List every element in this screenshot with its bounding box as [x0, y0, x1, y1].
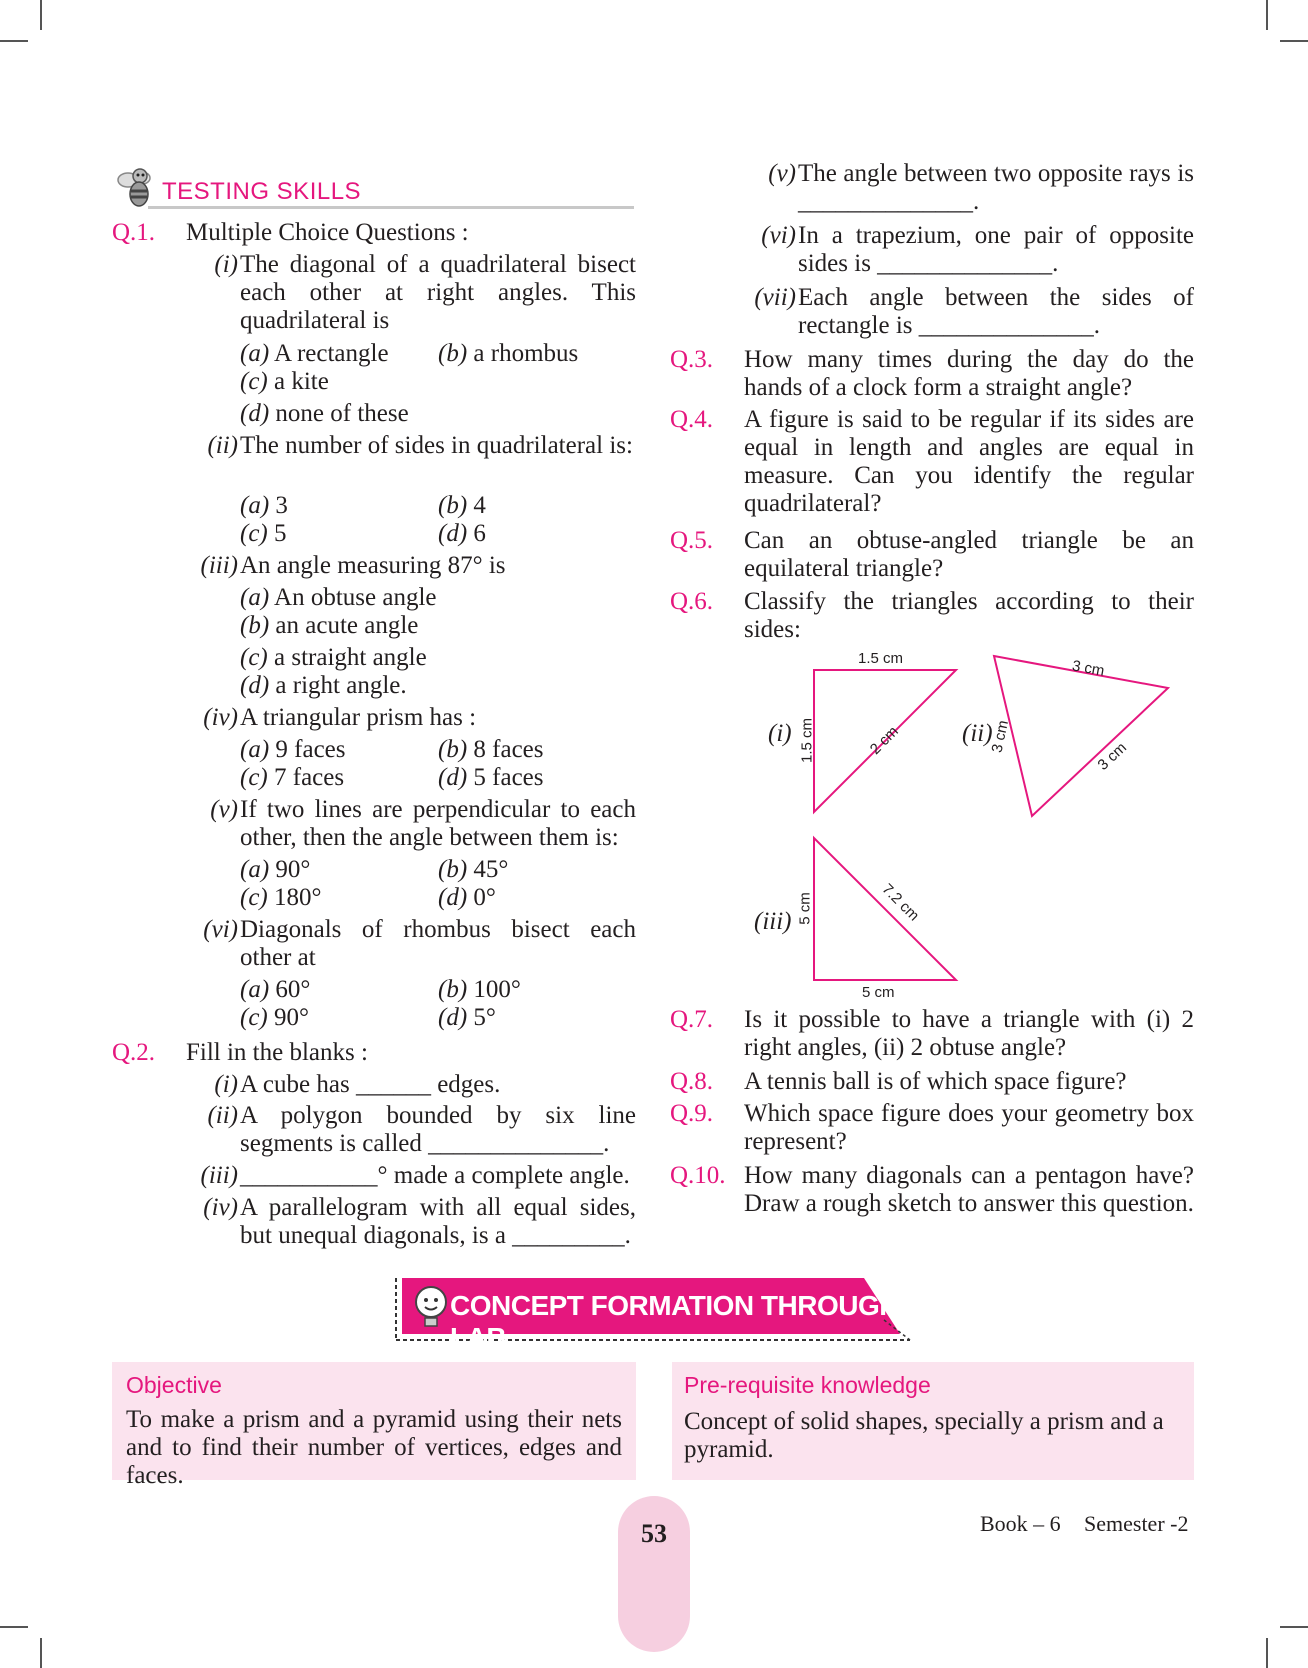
triangle-ii-top-label: 3 cm: [1070, 657, 1106, 680]
q1-i-option-d: (d) none of these: [240, 400, 409, 427]
q1-number: Q.1.: [112, 219, 156, 246]
q6-text: Classify the triangles according to their sides:: [744, 588, 1194, 643]
q2-number: Q.2.: [112, 1039, 156, 1066]
q1-ii-number: (ii): [207, 432, 238, 459]
q2-i-number: (i): [214, 1071, 238, 1098]
crop-mark: [40, 1638, 42, 1668]
q1-title: Multiple Choice Questions :: [186, 219, 469, 246]
q1-ii-option-b: (b) 4: [438, 492, 486, 519]
q5-text: Can an obtuse-angled triangle be an equilateral triangle?: [744, 527, 1194, 582]
q1-iii-option-d: (d) a right angle.: [240, 672, 407, 699]
q2-iv-text: A parallelogram with all equal sides, but unequal diagonals, is a _________.: [240, 1194, 636, 1249]
triangle-iii-label: (iii): [754, 908, 792, 935]
q1-vi-option-d: (d) 5°: [438, 1004, 496, 1031]
triangle-i-hyp-label: 2 cm: [866, 722, 902, 759]
triangle-i-left-label: 1.5 cm: [798, 718, 816, 764]
q3-text: How many times during the day do the hands of a clock form a straight angle?: [744, 346, 1194, 401]
q10-number: Q.10.: [670, 1162, 726, 1189]
crop-mark: [0, 40, 28, 42]
q2-iii-text: ___________° made a complete angle.: [240, 1162, 630, 1189]
q1-v-option-b: (b) 45°: [438, 856, 509, 883]
page-number-tab: [618, 1496, 690, 1652]
q4-number: Q.4.: [670, 406, 714, 433]
q8-text: A tennis ball is of which space figure?: [744, 1068, 1127, 1095]
triangle-ii: [994, 656, 1168, 816]
q1-vi-text: Diagonals of rhombus bisect each other at: [240, 916, 636, 971]
prereq-text: Concept of solid shapes, specially a prism and a pyramid.: [684, 1408, 1164, 1463]
q3-number: Q.3.: [670, 346, 714, 373]
q1-iv-option-c: (c) 7 faces: [240, 764, 345, 791]
crop-mark: [1266, 1638, 1268, 1668]
q1-vi-number: (vi): [203, 916, 238, 943]
q9-text: Which space figure does your geometry box represent?: [744, 1100, 1194, 1155]
q2-ii-number: (ii): [207, 1102, 238, 1129]
prereq-heading: Pre-requisite knowledge: [684, 1372, 931, 1398]
q1-i-text: The diagonal of a quadrilateral bisect each other at right angles. This quadrilateral is: [240, 251, 636, 334]
q4-text: A figure is said to be regular if its sides are equal in length and angles are equal in measure. Can you identify the regular quadrilateral?: [744, 406, 1194, 517]
q2-vii-number: (vii): [754, 284, 796, 311]
crop-mark: [40, 0, 42, 30]
crop-mark: [1266, 0, 1268, 30]
triangle-iii-hyp-label: 7.2 cm: [878, 880, 923, 925]
triangle-iii: [814, 838, 956, 980]
q10-text: How many diagonals can a pentagon have? Draw a rough sketch to answer this question.: [744, 1162, 1194, 1217]
q1-iv-option-b: (b) 8 faces: [438, 736, 544, 763]
q1-vi-option-b: (b) 100°: [438, 976, 521, 1003]
bee-icon: [112, 162, 160, 210]
crop-mark: [0, 1626, 28, 1628]
q1-v-text: If two lines are perpendicular to each other, then the angle between them is:: [240, 796, 636, 851]
q1-ii-option-c: (c) 5: [240, 520, 287, 547]
q1-iii-option-c: (c) a straight angle: [240, 644, 427, 671]
q2-title: Fill in the blanks :: [186, 1039, 368, 1066]
objective-text: To make a prism and a pyramid using their nets and to find their number of vertices, edges and faces.: [126, 1406, 622, 1489]
divider: [148, 206, 634, 209]
q1-i-option-c: (c) a kite: [240, 368, 329, 395]
q5-number: Q.5.: [670, 527, 714, 554]
q7-number: Q.7.: [670, 1006, 714, 1033]
q7-text: Is it possible to have a triangle with (i) 2 right angles, (ii) 2 obtuse angle?: [744, 1006, 1194, 1061]
triangles-figure: [740, 648, 1180, 1001]
crop-mark: [1280, 1626, 1308, 1628]
book-label: Book – 6: [980, 1511, 1061, 1536]
section-header: [112, 162, 634, 212]
bulb-mascot-icon: [410, 1282, 452, 1330]
q1-v-option-d: (d) 0°: [438, 884, 496, 911]
q9-number: Q.9.: [670, 1100, 714, 1127]
q2-i-text: A cube has ______ edges.: [240, 1071, 501, 1098]
objective-heading: Objective: [126, 1372, 222, 1398]
q1-v-number: (v): [210, 796, 238, 823]
q2-v-number: (v): [768, 160, 796, 187]
q1-v-option-c: (c) 180°: [240, 884, 322, 911]
q1-iv-option-a: (a) 9 faces: [240, 736, 346, 763]
q1-iii-option-a: (a) An obtuse angle: [240, 584, 437, 611]
triangle-iii-left-label: 5 cm: [796, 892, 814, 925]
q1-ii-text: The number of sides in quadrilateral is:: [240, 432, 633, 459]
triangle-ii-left-label: 3 cm: [988, 718, 1012, 755]
lab-title: CONCEPT FORMATION THROUGH LAB: [450, 1290, 899, 1353]
q1-ii-option-d: (d) 6: [438, 520, 486, 547]
triangle-i-top-label: 1.5 cm: [858, 650, 904, 667]
page-number: 53: [641, 1519, 667, 1548]
q1-ii-option-a: (a) 3: [240, 492, 288, 519]
q2-vi-number: (vi): [761, 222, 796, 249]
q1-iv-option-d: (d) 5 faces: [438, 764, 544, 791]
section-title: TESTING SKILLS: [162, 178, 362, 205]
q1-iii-option-b: (b) an acute angle: [240, 612, 419, 639]
lab-banner: [394, 1276, 914, 1353]
q6-number: Q.6.: [670, 588, 714, 615]
q2-ii-text: A polygon bounded by six line segments is called ______________.: [240, 1102, 636, 1157]
q2-v-text: The angle between two opposite rays is ______________.: [798, 160, 1194, 215]
q1-iii-text: An angle measuring 87° is: [240, 552, 506, 579]
q2-iv-number: (iv): [203, 1194, 238, 1221]
crop-mark: [1280, 40, 1308, 42]
q2-vii-text: Each angle between the sides of rectangle is ______________.: [798, 284, 1194, 339]
q1-i-option-a: (a) A rectangle: [240, 340, 389, 367]
q1-iv-text: A triangular prism has :: [240, 704, 477, 731]
triangle-ii-right-label: 3 cm: [1094, 739, 1130, 774]
triangle-ii-label: (ii): [962, 720, 993, 747]
triangle-i-label: (i): [768, 720, 792, 747]
q8-number: Q.8.: [670, 1068, 714, 1095]
q1-vi-option-a: (a) 60°: [240, 976, 311, 1003]
q1-v-option-a: (a) 90°: [240, 856, 311, 883]
q2-iii-number: (iii): [200, 1162, 238, 1189]
semester-label: Semester -2: [1084, 1511, 1189, 1536]
q1-i-number: (i): [214, 251, 238, 278]
q2-vi-text: In a trapezium, one pair of opposite sides is ______________.: [798, 222, 1194, 277]
objective-box: [112, 1362, 636, 1489]
q1-iii-number: (iii): [200, 552, 238, 579]
q1-iv-number: (iv): [203, 704, 238, 731]
q1-i-option-b: (b) a rhombus: [438, 340, 579, 367]
triangle-iii-bottom-label: 5 cm: [862, 984, 895, 1001]
prereq-box: [672, 1362, 1194, 1480]
q1-vi-option-c: (c) 90°: [240, 1004, 309, 1031]
